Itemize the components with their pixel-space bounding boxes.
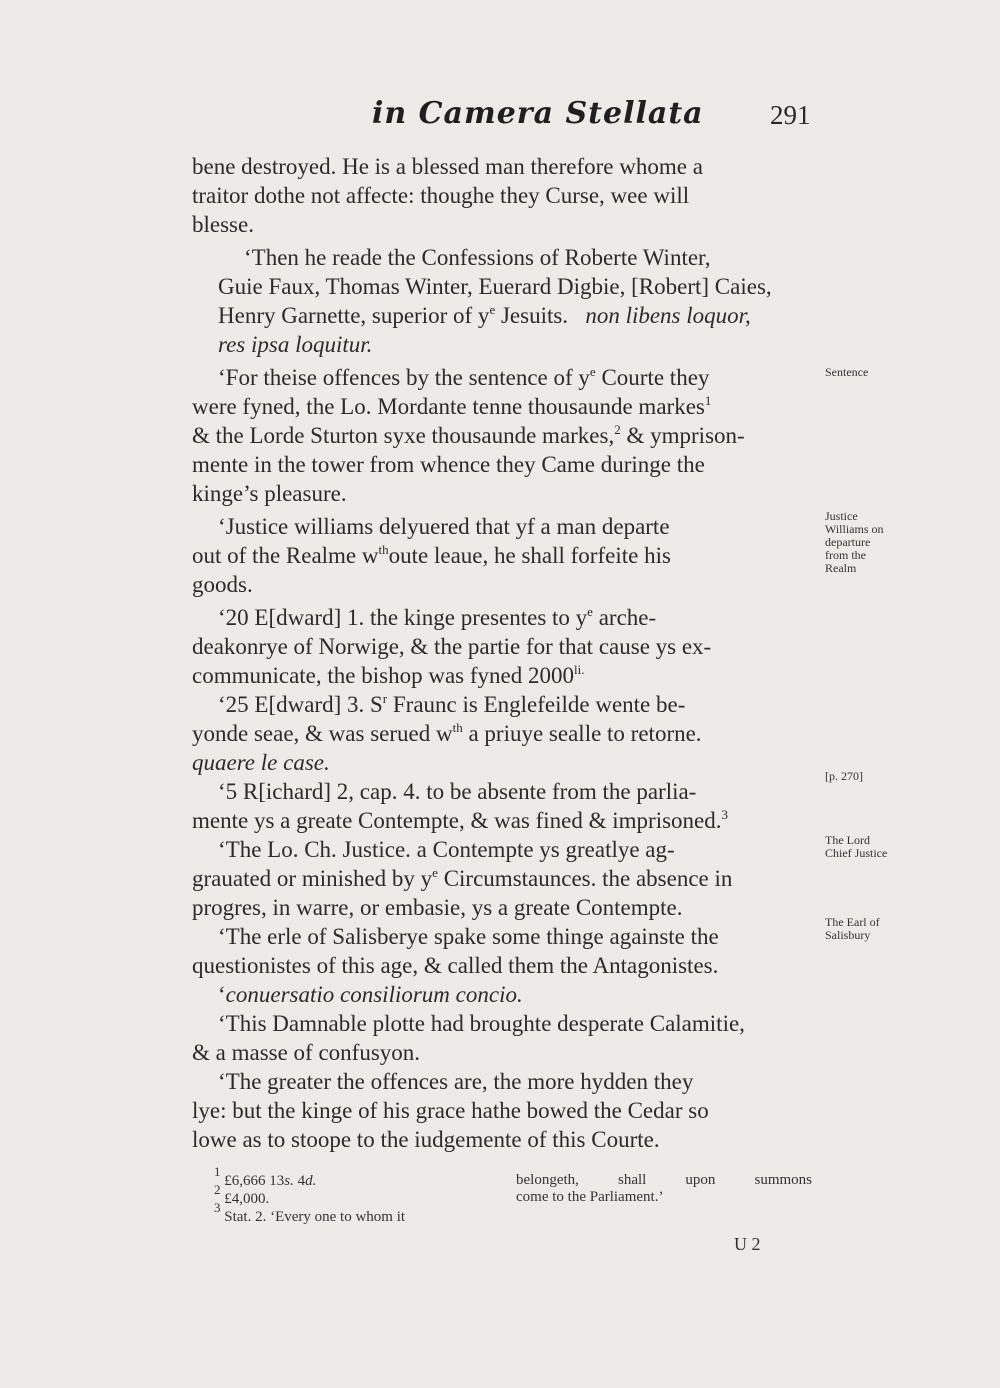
footnote-1: $^1$ £6,666 13s. 4d. [214,1164,317,1189]
paragraph [192,777,812,835]
text-line: lowe as to stoope to the iudgemente of this Courte. [192,1127,660,1152]
text-line: ‘conuersatio consiliorum concio. [218,982,523,1007]
text-line: ‘Justice williams delyuered that yf a man departe [218,514,670,539]
running-head: in Camera Stellata [372,96,704,131]
page-number: 291 [770,100,811,130]
text-line: ‘Then he reade the Confessions of Roberte Winter, [244,245,711,270]
body-text [192,152,812,1154]
footnote-column-left [214,1164,504,1226]
text-line: kinge’s pleasure. [192,481,347,506]
text-line: Henry Garnette, superior of $y^e$ Jesuits. non libens loquor, [218,302,751,328]
margin-note-lord-chief-justice: The Lord Chief Justice [825,833,888,860]
text-line: traitor dothe not affecte: thoughe they Curse, wee will [192,183,690,208]
footnote-column-right: belongeth, shall upon summons come to the Parliament.’ [516,1172,812,1205]
paragraph [192,690,812,777]
text-line: deakonrye of Norwige, & the partie for that cause ys ex- [192,634,712,659]
paragraph [192,512,812,599]
text-line: goods. [192,572,253,597]
text-line: & a masse of confusyon. [192,1040,421,1065]
text-line: ‘25 E[dward] 3. $S^r$ Fraunc is Englefeilde wente be- [218,691,686,717]
text-line: ‘For theise offences by the sentence of $y^e$ Courte they [218,364,710,390]
text-line: progres, in warre, or embasie, ys a greate Contempte. [192,895,683,920]
text-line: bene destroyed. He is a blessed man therefore whome a [192,154,703,179]
footnote-2: $^2$ £4,000. [214,1182,270,1207]
text-line: ‘The erle of Salisberye spake some thinge againste the [218,924,719,949]
text-line: res ipsa loquitur. [218,332,373,357]
text-line: communicate, the bishop was fyned $2000^{li.}$ [192,662,585,688]
text-line: quaere le case. [192,750,330,775]
margin-note-earl-of-salisbury: The Earl of Salisbury [825,915,880,942]
paragraph [192,922,812,980]
text-line: were fyned, the Lo. Mordante tenne thousaunde markes$^1$ [192,393,712,419]
text-line: mente ys a greate Contempte, & was fined & imprisoned.$^3$ [192,807,729,833]
text-line: ‘The Lo. Ch. Justice. a Contempte ys greatlye ag- [218,837,675,862]
paragraph [192,243,812,359]
paragraph [192,363,812,508]
text-line: ‘The greater the offences are, the more hydden they [218,1069,694,1094]
margin-note-sentence: Sentence [825,365,869,379]
signature-mark: U 2 [734,1234,761,1254]
margin-note-justice-williams: Justice Williams on departure from the Realm [825,509,884,575]
text-line: lye: but the kinge of his grace hathe bowed the Cedar so [192,1098,709,1123]
footnote-3: $^3$ Stat. 2. ‘Every one to whom it [214,1200,406,1225]
text-line: Guie Faux, Thomas Winter, Euerard Digbie, [Robert] Caies, [218,274,772,299]
text-line: out of the Realme $w^{th}oute$ leaue, he shall forfeite his [192,542,671,568]
margin-note-page-ref: [p. 270] [825,769,863,783]
text-line: grauated or minished by $y^e$ Circumstaunces. the absence in [192,865,733,891]
paragraph [192,1067,812,1154]
text-line: ‘5 R[ichard] 2, cap. 4. to be absente from the parlia- [218,779,697,804]
paragraph [192,152,812,239]
text-line: ‘This Damnable plotte had broughte desperate Calamitie, [218,1011,745,1036]
text-line: & the Lorde Sturton syxe thousaunde markes,$^2$ & ymprison- [192,422,745,448]
text-line: questionistes of this age, & called them the Antagonistes. [192,953,719,978]
paragraph [192,1009,812,1067]
text-line: blesse. [192,212,254,237]
text-line: yonde seae, & was serued $w^{th}$ a priuye sealle to retorne. [192,720,702,746]
paragraph [192,603,812,690]
paragraph [192,980,812,1009]
text-line: mente in the tower from whence they Came duringe the [192,452,705,477]
text-line: ‘20 E[dward] 1. the kinge presentes to $y^e$ arche- [218,604,657,630]
paragraph [192,835,812,922]
